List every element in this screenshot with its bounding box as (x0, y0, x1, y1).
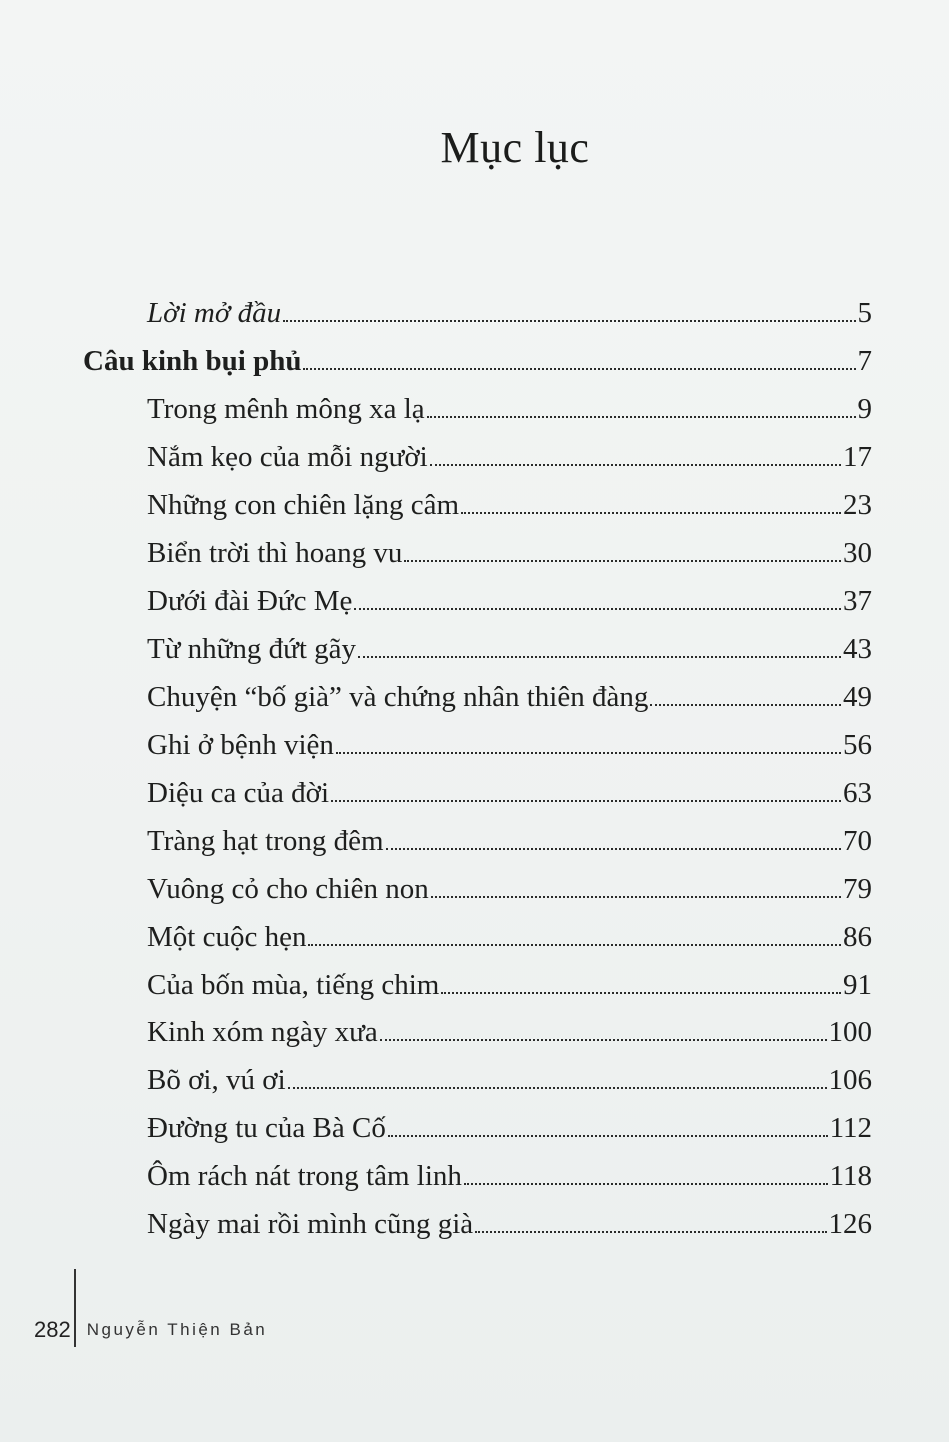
toc-entry-label: Ghi ở bệnh viện (147, 729, 334, 761)
toc-entry (147, 1158, 872, 1194)
dot-leader (430, 462, 841, 466)
toc-entry (147, 823, 872, 859)
toc-entry (147, 1014, 872, 1050)
toc-entry-label: Lời mở đầu (147, 297, 282, 329)
toc-entry (147, 727, 872, 763)
toc-entry-preface (147, 295, 872, 331)
toc-entry-part (83, 343, 872, 379)
toc-entry-label: Tràng hạt trong đêm (147, 825, 384, 857)
dot-leader (331, 798, 841, 802)
dot-leader (404, 558, 841, 562)
dot-leader (464, 1181, 828, 1185)
dot-leader (650, 702, 841, 706)
dot-leader (441, 990, 841, 994)
toc-entry-label: Nắm kẹo của mỗi người (147, 441, 428, 473)
running-head-author: Nguyễn Thiện Bản (86, 1320, 268, 1339)
dot-leader (386, 846, 841, 850)
toc-entry (147, 775, 872, 811)
toc-entry (147, 1206, 872, 1242)
toc-entry-label: Kinh xóm ngày xưa (147, 1016, 378, 1048)
toc-entry-label: Biển trời thì hoang vu (147, 537, 403, 569)
toc-entry-label: Dưới đài Đức Mẹ (147, 585, 353, 617)
toc-entry (147, 583, 872, 619)
toc-entry-label: Của bốn mùa, tiếng chim (147, 969, 440, 1001)
toc-entry-page: 118 (829, 1160, 872, 1192)
toc-entry-label: Bõ ơi, vú ơi (147, 1064, 286, 1096)
toc-entry (147, 1062, 872, 1098)
dot-leader (308, 942, 841, 946)
toc-entry-page: 106 (828, 1064, 872, 1096)
toc-entry-page: 79 (843, 873, 872, 905)
toc-entry-page: 112 (829, 1112, 872, 1144)
toc-entry-label: Một cuộc hẹn (147, 921, 307, 953)
page-footer (34, 1313, 267, 1347)
toc-entry (147, 679, 872, 715)
dot-leader (461, 510, 841, 514)
toc-entry-page: 5 (857, 297, 872, 329)
dot-leader (288, 1085, 827, 1089)
footer-rule (74, 1269, 76, 1347)
toc-entry-label: Đường tu của Bà Cố (147, 1112, 386, 1144)
toc-entry-label: Ôm rách nát trong tâm linh (147, 1160, 462, 1192)
dot-leader (388, 1133, 828, 1137)
toc-entry (147, 535, 872, 571)
toc-entry-label: Vuông cỏ cho chiên non (147, 873, 429, 905)
toc-entry-label: Ngày mai rồi mình cũng già (147, 1208, 474, 1240)
toc-entry (147, 631, 872, 667)
toc-entry-page: 23 (843, 489, 872, 521)
toc-entry (147, 967, 872, 1003)
toc-entry-page: 9 (857, 393, 872, 425)
dot-leader (354, 606, 841, 610)
toc-entry-label: Câu kinh bụi phủ (83, 345, 302, 377)
toc-entry-page: 100 (828, 1016, 872, 1048)
toc-entry (147, 871, 872, 907)
toc-entry-label: Từ những đứt gãy (147, 633, 357, 665)
toc-entry-label: Diệu ca của đời (147, 777, 330, 809)
toc-entry-page: 126 (828, 1208, 872, 1240)
toc-entry-label: Chuyện “bố già” và chứng nhân thiên đàng (147, 681, 649, 713)
dot-leader (358, 654, 841, 658)
toc-entry-label: Trong mênh mông xa lạ (147, 393, 425, 425)
toc-entry-page: 49 (843, 681, 872, 713)
toc-entry-page: 86 (843, 921, 872, 953)
toc-entry-label: Những con chiên lặng câm (147, 489, 460, 521)
toc-entry-page: 63 (843, 777, 872, 809)
toc-entry (147, 487, 872, 523)
page-title: Mục lục (440, 123, 590, 172)
toc-entry (147, 919, 872, 955)
toc-entry-page: 37 (843, 585, 872, 617)
page-number: 282 (34, 1317, 71, 1342)
dot-leader (427, 414, 856, 418)
toc-entry (147, 1110, 872, 1146)
toc-entry-page: 70 (843, 825, 872, 857)
toc-entry-page: 17 (843, 441, 872, 473)
toc-entry-page: 43 (843, 633, 872, 665)
dot-leader (303, 366, 855, 370)
dot-leader (283, 318, 855, 322)
toc-entry (147, 439, 872, 475)
dot-leader (431, 894, 841, 898)
toc-entry-page: 56 (843, 729, 872, 761)
toc-entry-page: 91 (843, 969, 872, 1001)
dot-leader (475, 1229, 826, 1233)
toc-entry-page: 30 (843, 537, 872, 569)
toc-entry (147, 391, 872, 427)
dot-leader (380, 1037, 827, 1041)
dot-leader (336, 750, 841, 754)
toc-entry-page: 7 (857, 345, 872, 377)
